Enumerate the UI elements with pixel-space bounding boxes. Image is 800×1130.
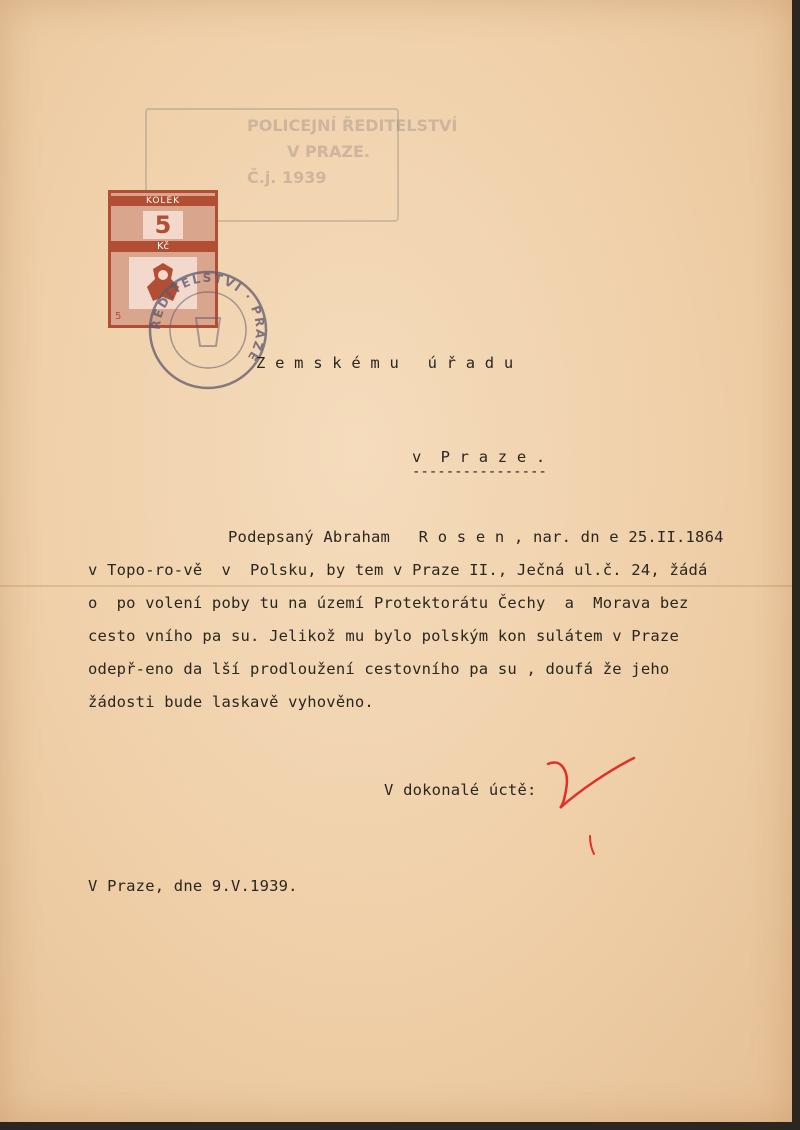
postmark-text: ŘEDITELSTVÍ · PRAZE (148, 270, 268, 365)
body-line-1: Podepsaný Abraham R o s e n , nar. dn e 25.II.1864 (228, 528, 724, 546)
fold-crease (0, 585, 792, 587)
addressee-line-1: Z e m s k é m u ú ř a d u (256, 354, 514, 372)
place-date-line: V Praze, dne 9.V.1939. (88, 877, 298, 895)
revenue-stamp-unit: Kč (111, 241, 215, 252)
revenue-stamp-value: 5 (143, 211, 183, 239)
body-line-2: v Topo-ro-vě v Polsku, by tem v Praze II., Ječná ul.č. 24, žádá (88, 561, 708, 579)
body-line-6: žádosti bude laskavě vyhověno. (88, 693, 374, 711)
body-line-4: cesto vního pa su. Jelikož mu bylo polským kon sulátem v Praze (88, 627, 679, 645)
body-line-3: o po volení poby tu na území Protektorátu Čechy a Morava bez (88, 594, 689, 612)
body-line-5: odepř-eno da lší prodloužení cestovního pa su , doufá že jeho (88, 660, 670, 678)
closing-line: V dokonalé úctě: (384, 781, 537, 799)
revenue-stamp-header: KOLEK (111, 196, 215, 206)
circular-postmark (146, 268, 270, 392)
addressee-underline: ---------------- (412, 464, 547, 480)
red-pencil-tick-mark (540, 750, 650, 860)
faint-stamp-line-2: V PRAZE. (287, 142, 370, 161)
faint-stamp-line-1: POLICEJNÍ ŘEDITELSTVÍ (247, 116, 458, 135)
addressee-line-2: v P r a z e . (412, 448, 546, 466)
revenue-stamp-corner-value: 5 (115, 311, 122, 322)
faint-stamp-line-3: Č.j. 1939 (247, 168, 327, 187)
